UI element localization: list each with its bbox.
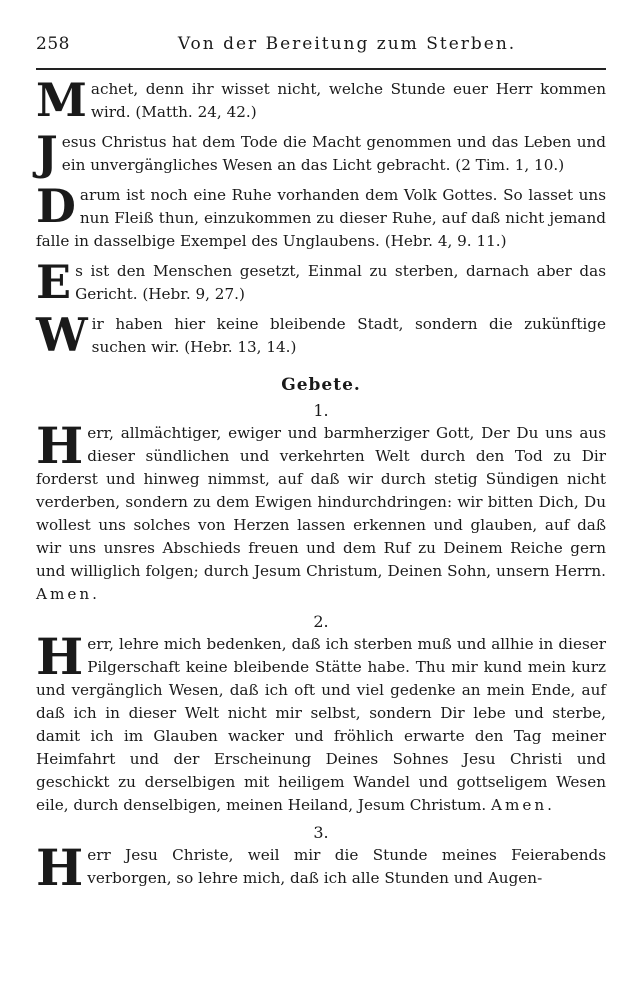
- prayer-3: [36, 838, 606, 897]
- verse-text: s ist den Menschen gesetzt, Einmal zu sterben, darnach aber das Gericht. (Hebr. 9, 27.): [75, 262, 606, 303]
- page-number: 258: [36, 34, 70, 54]
- page-header: [36, 34, 606, 70]
- running-head: Von der Bereitung zum Sterben.: [177, 34, 517, 54]
- prayer-text: err Jesu Christe, weil mir die Stunde meines Feierabends verborgen, so lehre mich, daß ich alle Stunden und Augen-: [87, 846, 606, 887]
- book-page: [36, 34, 606, 896]
- verse-text: achet, denn ihr wisset nicht, welche Stunde euer Herr kommen wird. (Matth. 24, 42.): [90, 80, 606, 121]
- drop-cap: M: [36, 73, 87, 127]
- verse-timothy: [36, 126, 606, 180]
- amen: Amen.: [36, 585, 100, 603]
- prayer-text: err, allmächtiger, ewiger und barmherziger Gott, Der Du uns aus dieser sündlichen und verkehrten Welt durch den Tod zu Dir forderst und hinweg nimmst, auf daß wir durch stetig Sündigen nicht verderben, sondern zu dem Ewigen hindurchdringen: wir bitten Dich, Du wollest uns solches von Herzen lassen erkennen und glauben, auf daß wir uns unsres Abschieds freuen und dem Ruf zu Deinem Reiche gern und williglich folgen; durch Jesum Christum, Deinen Sohn, unsern Herrn.: [36, 424, 606, 580]
- verse-text: ir haben hier keine bleibende Stadt, sondern die zukünftige suchen wir. (Hebr. 13, 14.): [91, 315, 606, 356]
- prayer-number: 3.: [313, 823, 329, 842]
- drop-cap: D: [36, 179, 76, 233]
- verse-hebrews-9: [36, 255, 606, 309]
- prayer-text: err, lehre mich bedenken, daß ich sterben muß und allhie in dieser Pilgerschaft keine bleibende Stätte habe. Thu mir kund mein kurz und vergänglich Wesen, daß ich oft und viel gedenke an mein Ende, auf daß ich in dieser Welt nicht mir selbst, sondern Dir lebe und sterbe, damit ich im Glauben wacker und fröhlich erwarte den Tag meiner Heimfahrt und der Erscheinung Deines Sohnes Jesu Christi und geschickt zu derselbigen mit heiligem Wandel und gottseligem Wesen eile, durch denselbigen, meinen Heiland, Jesum Christum.: [36, 635, 606, 814]
- verse-hebrews-13: [36, 308, 606, 362]
- verse-text: arum ist noch eine Ruhe vorhanden dem Volk Gottes. So lasset uns nun Fleiß thun, einzukommen zu dieser Ruhe, auf daß nicht jemand falle in dasselbige Exempel des Unglaubens. (Hebr. 4, 9. 11.): [36, 186, 606, 250]
- drop-cap: E: [36, 255, 72, 309]
- drop-cap: W: [36, 308, 88, 362]
- prayer-number: 2.: [313, 612, 329, 631]
- amen: Amen.: [491, 796, 555, 814]
- drop-cap: J: [36, 126, 58, 180]
- verse-hebrews-4: [36, 179, 606, 253]
- drop-cap: H: [36, 416, 84, 475]
- verse-text: esus Christus hat dem Tode die Macht genommen und das Leben und ein unvergängliches Wesen an das Licht gebracht. (2 Tim. 1, 10.): [61, 133, 606, 174]
- prayer-number: 1.: [313, 401, 329, 420]
- verse-matthew: [36, 73, 606, 127]
- prayer-2: [36, 627, 606, 817]
- drop-cap: H: [36, 838, 84, 897]
- section-title: Gebete.: [281, 375, 361, 395]
- prayer-1: [36, 416, 606, 606]
- drop-cap: H: [36, 627, 84, 686]
